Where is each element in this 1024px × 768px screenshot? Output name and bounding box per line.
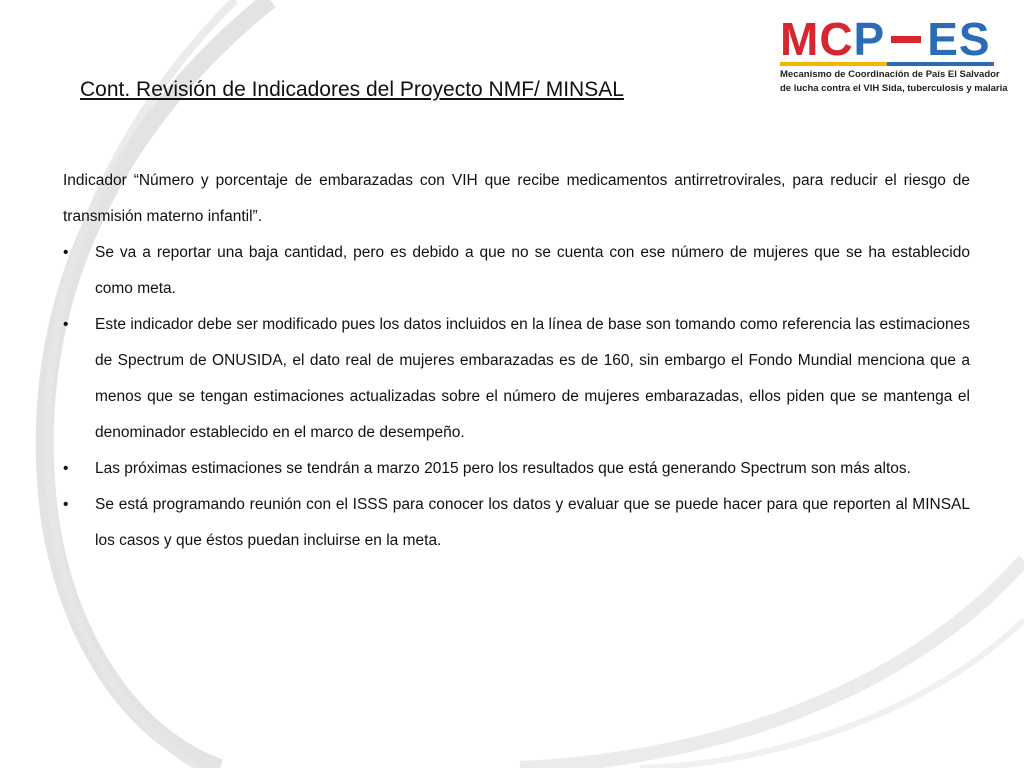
logo-letters-mc: MC xyxy=(780,13,854,65)
bullet-text: Este indicador debe ser modificado pues los datos incluidos en la línea de base son tomando como referencia las estimaciones de Spectrum de ONUSIDA, el dato real de mujeres embarazadas es de 160, sin embargo el Fondo Mundial menciona que a menos que se tengan estimaciones actualizadas sobre el número de mujeres embarazadas, ellos piden que se mantenga el denominador establecido en el marco de desempeño. xyxy=(95,316,970,441)
bullet-glyph: • xyxy=(63,316,69,333)
logo-tagline-line2: de lucha contra el VIH Sida, tuberculosis y malaria xyxy=(780,83,1008,94)
list-item xyxy=(63,451,970,487)
logo-letters-es: ES xyxy=(927,13,991,65)
bullet-text: Se va a reportar una baja cantidad, pero es debido a que no se cuenta con ese número de mujeres que se ha establecido como meta. xyxy=(95,244,970,297)
bullet-glyph: • xyxy=(63,496,69,513)
bullet-list xyxy=(63,235,970,559)
logo-dash xyxy=(891,36,921,43)
slide-body xyxy=(63,163,970,559)
bullet-glyph: • xyxy=(63,460,69,477)
indicator-intro: Indicador “Número y porcentaje de embarazadas con VIH que recibe medicamentos antirretrovirales, para reducir el riesgo de transmisión materno infantil”. xyxy=(63,172,970,225)
bullet-text: Las próximas estimaciones se tendrán a marzo 2015 pero los resultados que está generando Spectrum son más altos. xyxy=(95,460,911,477)
mcp-es-logo xyxy=(780,13,1008,94)
bullet-text: Se está programando reunión con el ISSS para conocer los datos y evaluar que se puede hacer para que reporten al MINSAL los casos y que éstos puedan incluirse en la meta. xyxy=(95,496,970,549)
logo-letter-p: P xyxy=(853,13,886,65)
list-item xyxy=(63,235,970,307)
list-item xyxy=(63,307,970,451)
slide-title: Cont. Revisión de Indicadores del Proyecto NMF/ MINSAL xyxy=(80,78,624,101)
bullet-glyph: • xyxy=(63,244,69,261)
logo-tagline-line1: Mecanismo de Coordinación de País El Salvador xyxy=(780,69,1000,80)
list-item xyxy=(63,487,970,559)
logo-wordmark xyxy=(780,14,1005,64)
